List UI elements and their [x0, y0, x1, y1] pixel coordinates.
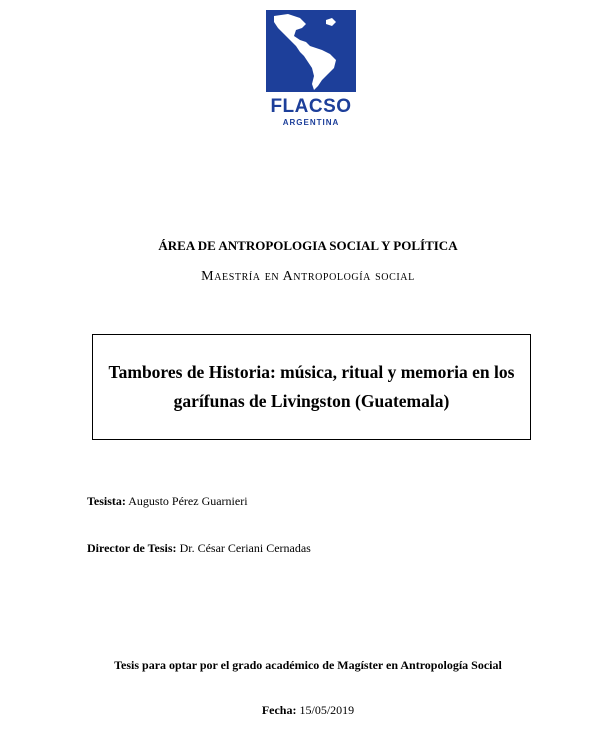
director-line: [87, 541, 311, 556]
program-name: Maestría en Antropología social: [201, 269, 415, 284]
date-line: [0, 703, 616, 718]
logo-subtitle: ARGENTINA: [282, 118, 340, 127]
director-label: Director de Tesis:: [87, 541, 177, 555]
tesista-label: Tesista:: [87, 494, 126, 508]
degree-statement: Tesis para optar por el grado académico de Magíster en Antropología Social: [114, 658, 502, 672]
date-label: Fecha:: [261, 703, 297, 717]
thesis-title-box: [92, 334, 531, 440]
director-value: Dr. César Ceriani Cernadas: [179, 541, 311, 555]
area-heading: ÁREA DE ANTROPOLOGIA SOCIAL Y POLÍTICA: [158, 238, 458, 253]
flacso-logo: [266, 10, 356, 128]
thesis-title: Tambores de Historia: música, ritual y memoria en los garífunas de Livingston (Guatemala): [108, 362, 515, 411]
tesista-value: Augusto Pérez Guarnieri: [128, 494, 248, 508]
date-value: 15/05/2019: [299, 703, 355, 717]
logo-name: FLACSO: [270, 96, 352, 117]
tesista-line: [87, 494, 248, 509]
americas-map-icon: [266, 10, 356, 92]
